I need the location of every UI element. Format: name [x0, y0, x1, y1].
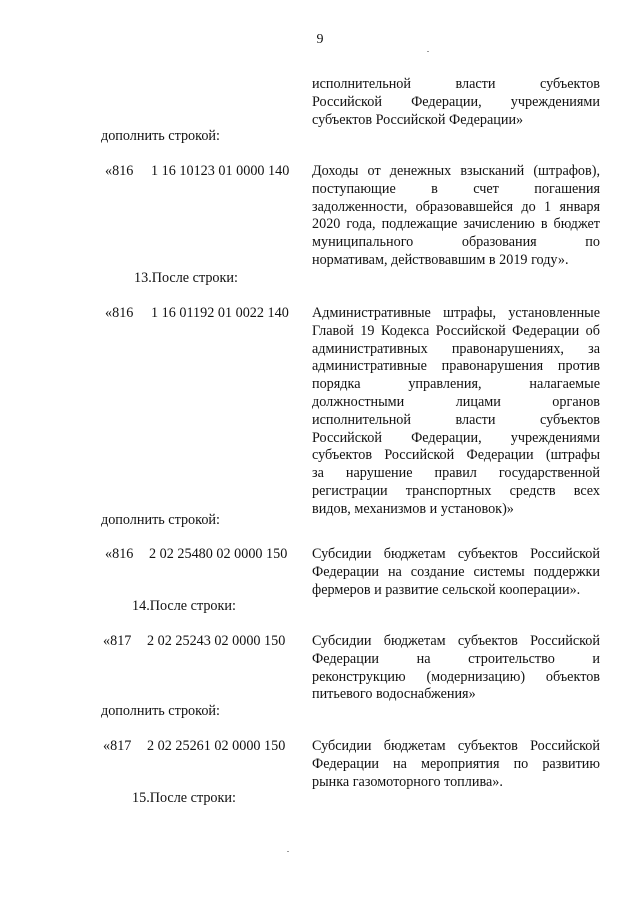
budget-code: 1 16 01192 01 0022 140	[151, 305, 289, 321]
continuation-text	[312, 76, 600, 129]
text-line: фермеров и развитие сельской кооперации».	[312, 581, 581, 598]
text-line: 2020 года, подлежащие зачислению в бюджет	[312, 216, 600, 233]
scan-speck	[427, 51, 429, 52]
page-number: 9	[316, 32, 324, 47]
admin-code: «817	[103, 633, 132, 649]
instruction-after-row: 14.После строки:	[132, 598, 236, 614]
budget-code: 1 16 10123 01 0000 140	[151, 163, 290, 179]
text-line: Субсидии бюджетам субъектов Российской	[312, 633, 600, 649]
text-line: административные правонарушения против	[312, 358, 600, 375]
text-line: Федерации на создание системы поддержки	[312, 563, 600, 580]
text-line: задолженности, образовавшейся до 1 января	[312, 198, 600, 215]
text-line: Административные штрафы, установленные	[312, 305, 600, 321]
text-line: Российской Федерации, учреждениями	[312, 93, 600, 110]
text-line: Доходы от денежных взысканий (штрафов),	[312, 163, 600, 179]
text-line: Субсидии бюджетам субъектов Российской	[312, 546, 600, 562]
entry-description	[312, 305, 600, 519]
entry-description	[312, 633, 600, 704]
text-line: административных правонарушениях, за	[312, 340, 600, 357]
text-line: рынка газомоторного топлива».	[312, 773, 503, 790]
text-line: реконструкцию (модернизацию) объектов	[312, 668, 600, 685]
text-line: субъектов Российской Федерации (штрафы	[312, 447, 600, 464]
text-line: должностными лицами органов	[312, 393, 600, 410]
instruction-supplement: дополнить строкой:	[101, 703, 220, 719]
admin-code: «817	[103, 738, 132, 754]
text-line: Субсидии бюджетам субъектов Российской	[312, 738, 600, 754]
text-line: Главой 19 Кодекса Российской Федерации об	[312, 322, 600, 339]
budget-code: 2 02 25261 02 0000 150	[147, 738, 286, 754]
admin-code: «816	[105, 163, 134, 179]
text-line: видов, механизмов и установок)»	[312, 500, 514, 517]
text-line: регистрации транспортных средств всех	[312, 482, 600, 499]
instruction-supplement: дополнить строкой:	[101, 128, 220, 144]
text-line: питьевого водоснабжения»	[312, 686, 476, 703]
text-line: Федерации на мероприятия по развитию	[312, 755, 600, 772]
entry-description	[312, 163, 600, 270]
text-line: исполнительной власти субъектов	[312, 411, 600, 428]
text-line: Федерации на строительство и	[312, 650, 600, 667]
entry-description	[312, 738, 600, 791]
text-line: муниципального образования по	[312, 234, 600, 251]
text-line: нормативам, действовавшим в 2019 году».	[312, 251, 569, 268]
text-line: Российской Федерации, учреждениями	[312, 429, 600, 446]
entry-description	[312, 546, 600, 599]
instruction-after-row: 15.После строки:	[132, 790, 236, 806]
text-line: поступающие в счет погашения	[312, 180, 600, 197]
scan-speck	[287, 851, 289, 852]
text-line: за нарушение правил государственной	[312, 465, 600, 482]
budget-code: 2 02 25480 02 0000 150	[149, 546, 288, 562]
text-line: исполнительной власти субъектов	[312, 76, 600, 92]
text-line: субъектов Российской Федерации»	[312, 111, 524, 128]
admin-code: «816	[105, 546, 134, 562]
instruction-supplement: дополнить строкой:	[101, 512, 220, 528]
admin-code: «816	[105, 305, 134, 321]
text-line: порядка управления, налагаемые	[312, 376, 600, 393]
budget-code: 2 02 25243 02 0000 150	[147, 633, 286, 649]
instruction-after-row: 13.После строки:	[134, 270, 238, 286]
